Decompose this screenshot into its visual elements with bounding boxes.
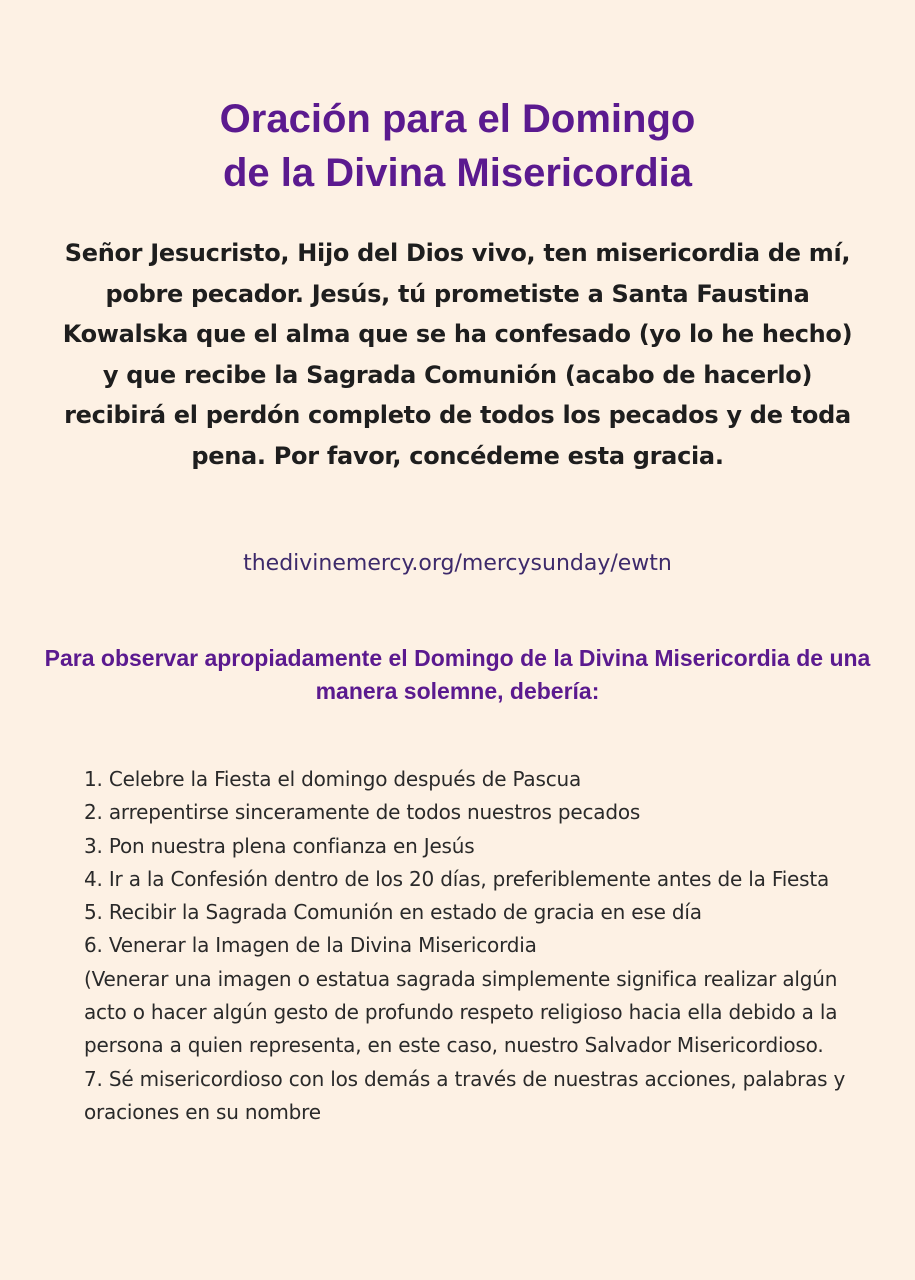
list-item: 1. Celebre la Fiesta el domingo después de Pascua xyxy=(84,767,582,791)
section-heading: Para observar apropiadamente el Domingo de la Divina Misericordia de una manera solemne, debería: xyxy=(44,645,871,704)
source-url: thedivinemercy.org/mercysunday/ewtn xyxy=(243,551,672,576)
title-line-2: de la Divina Misericordia xyxy=(222,151,693,195)
list-item: 2. arrepentirse sinceramente de todos nuestros pecados xyxy=(84,800,641,825)
list-item: 7. Sé misericordioso con los demás a través de nuestras acciones, palabras y oraciones en su nombre xyxy=(84,1066,846,1124)
page-title xyxy=(0,92,915,200)
list-item: 3. Pon nuestra plena confianza en Jesús xyxy=(84,833,475,858)
title-line-1: Oración para el Domingo xyxy=(219,97,696,141)
prayer-text: Señor Jesucristo, Hijo del Dios vivo, ten misericordia de mí, pobre pecador. Jesús, tú prometiste a Santa Faustina Kowalska que el alma que se ha confesado (yo lo he hecho) y que recibe la Sagrada Comunión (acabo de hacerlo) recibirá el perdón completo de todos los pecados y de toda pena. Por favor, concédeme esta gracia. xyxy=(62,239,853,470)
list-item-note: (Venerar una imagen o estatua sagrada simplemente significa realizar algún acto o hacer algún gesto de profundo respeto religioso hacia ella debido a la persona a quien representa, en este caso, nuestro Salvador Misericordioso. xyxy=(84,966,838,1058)
observance-list xyxy=(84,763,855,1129)
list-item: 6. Venerar la Imagen de la Divina Misericordia xyxy=(84,933,537,958)
list-item: 5. Recibir la Sagrada Comunión en estado de gracia en ese día xyxy=(84,900,702,925)
list-item: 4. Ir a la Confesión dentro de los 20 días, preferiblemente antes de la Fiesta xyxy=(84,866,830,891)
